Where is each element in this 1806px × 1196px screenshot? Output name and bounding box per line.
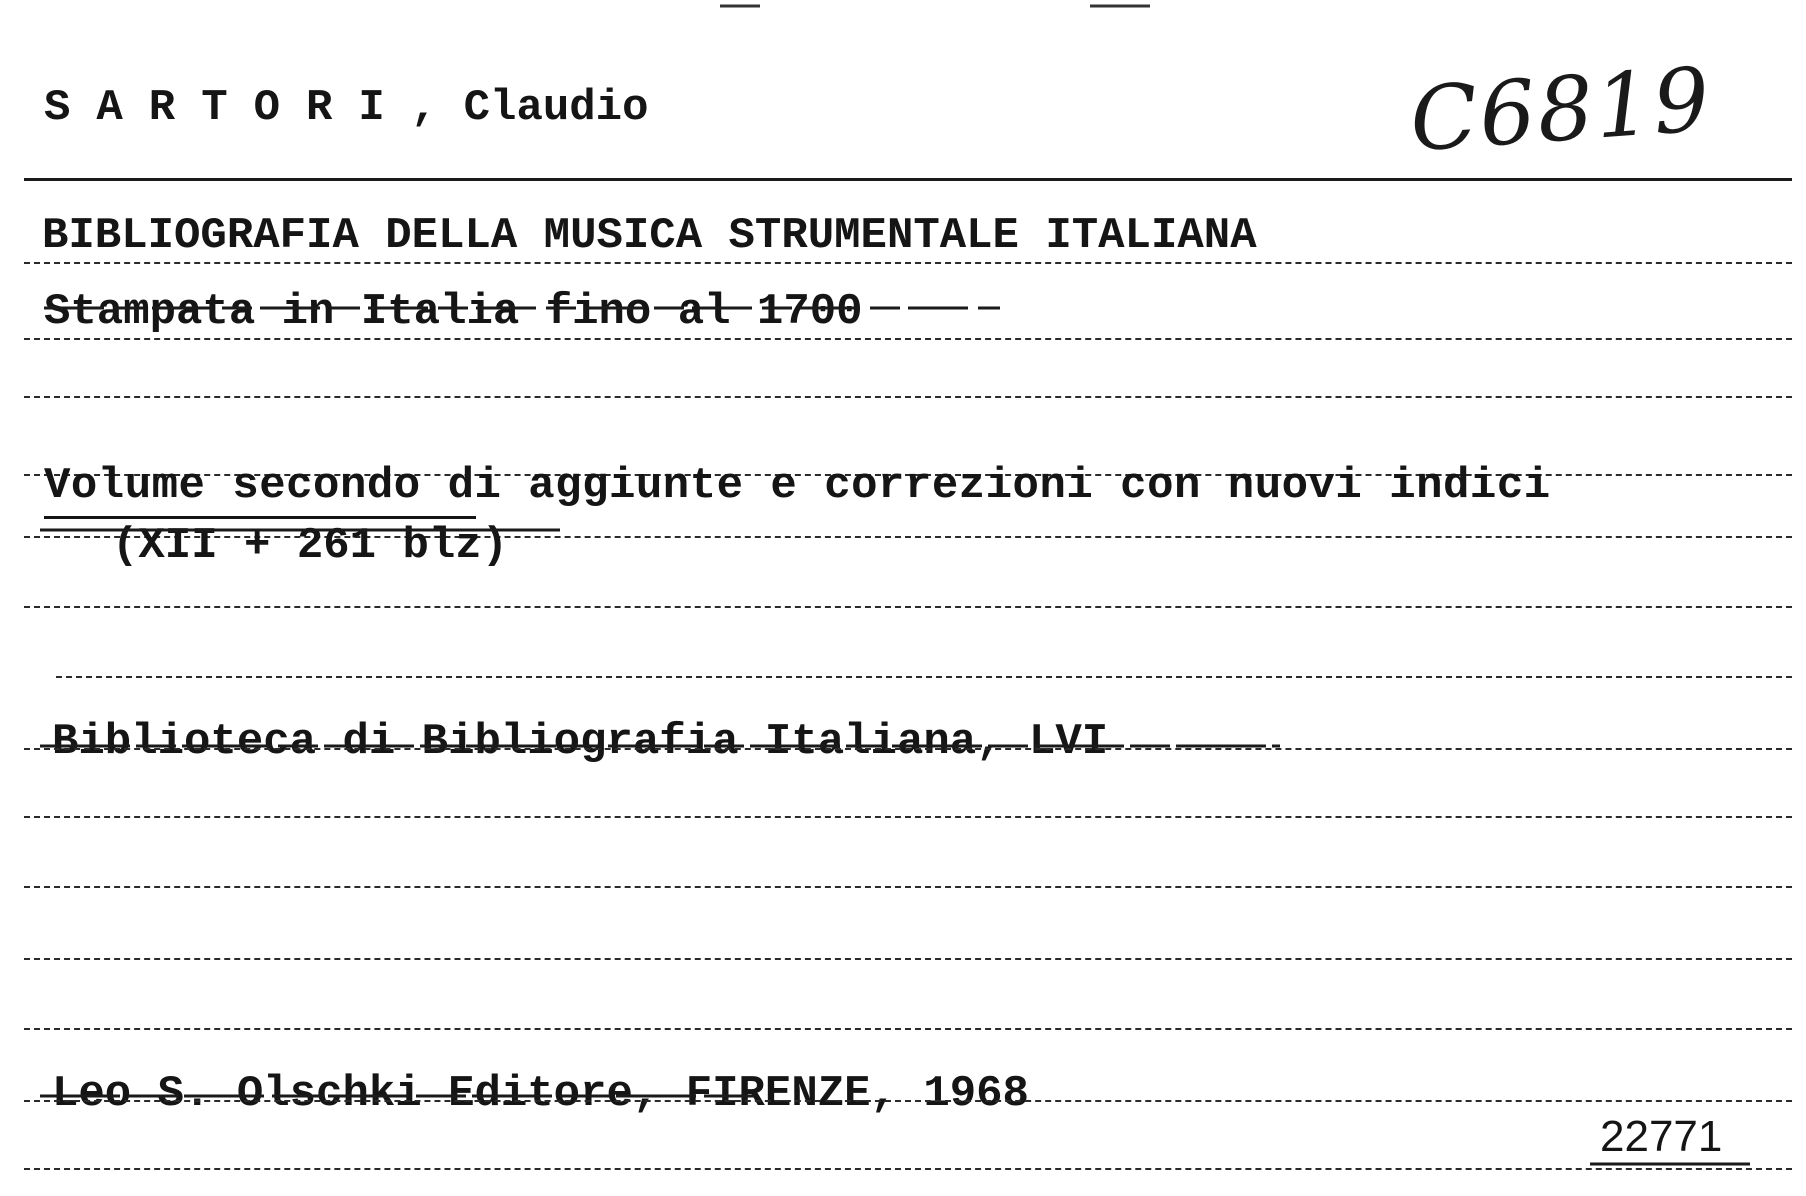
accession-number: 22771 bbox=[1600, 1112, 1723, 1161]
call-number: C6819 bbox=[1406, 47, 1715, 172]
title-line-1: BIBLIOGRAFIA DELLA MUSICA STRUMENTALE ITALIANA bbox=[42, 211, 1257, 261]
publisher-line: Leo S. Olschki Editore, FIRENZE, 1968 bbox=[52, 1069, 1029, 1119]
title-line-2: Stampata in Italia fino al 1700 bbox=[44, 287, 863, 337]
volume-line: Volume secondo di aggiunte e correzioni con nuovi indici bbox=[44, 461, 1551, 511]
series-line: Biblioteca di Bibliografia Italiana, LVI bbox=[52, 717, 1109, 767]
author-separator: , bbox=[410, 83, 438, 133]
author-surname: SARTORI bbox=[44, 83, 411, 133]
pages-line: (XII + 261 blz) bbox=[112, 521, 509, 571]
author-given-name: Claudio bbox=[463, 83, 649, 133]
